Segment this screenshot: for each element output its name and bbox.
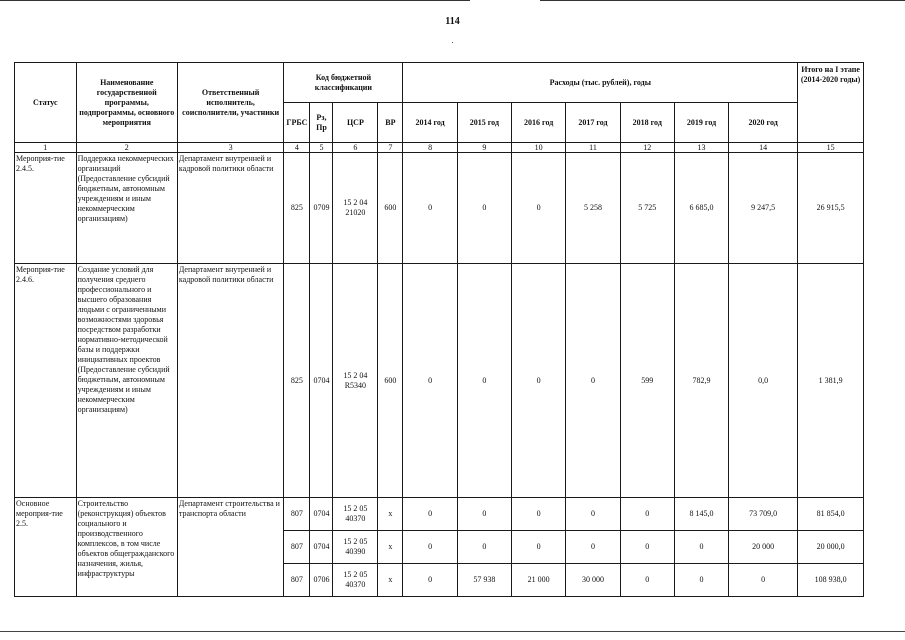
- row-total: 26 915,5: [798, 153, 864, 264]
- budget-table: [14, 62, 864, 597]
- row-grbs: 825: [284, 264, 310, 498]
- row-grbs: 807: [284, 564, 310, 597]
- row-2018: 5 725: [620, 153, 674, 264]
- row-rzpr: 0709: [310, 153, 333, 264]
- row-2015: 57 938: [457, 564, 511, 597]
- col-number: 4: [284, 143, 310, 153]
- header-2019: 2019 год: [674, 103, 728, 143]
- row-total: 20 000,0: [798, 531, 864, 564]
- row-rzpr: 0704: [310, 264, 333, 498]
- col-number: 9: [457, 143, 511, 153]
- row-status: Мероприя-тие 2.4.5.: [15, 153, 77, 264]
- row-2020: 73 709,0: [729, 498, 798, 531]
- col-number: 7: [378, 143, 403, 153]
- row-2017: 0: [566, 531, 620, 564]
- row-2017: 5 258: [566, 153, 620, 264]
- row-csr: 15 2 05 40370: [333, 564, 378, 597]
- row-2019: 782,9: [674, 264, 728, 498]
- row-2017: 30 000: [566, 564, 620, 597]
- row-2014: 0: [403, 264, 457, 498]
- header-vr: ВР: [378, 103, 403, 143]
- col-number: 12: [620, 143, 674, 153]
- col-number: 14: [729, 143, 798, 153]
- row-2017: 0: [566, 264, 620, 498]
- row-2019: 6 685,0: [674, 153, 728, 264]
- header-2016: 2016 год: [512, 103, 566, 143]
- row-grbs: 825: [284, 153, 310, 264]
- row-2016: 0: [512, 498, 566, 531]
- row-2015: 0: [457, 264, 511, 498]
- row-vr: 600: [378, 153, 403, 264]
- header-budget-code: Код бюджетной классификации: [284, 63, 403, 103]
- row-vr: х: [378, 531, 403, 564]
- table-row: [15, 264, 864, 498]
- row-2015: 0: [457, 153, 511, 264]
- scan-dot: [452, 42, 453, 43]
- row-2014: 0: [403, 564, 457, 597]
- row-status: Мероприя-тие 2.4.6.: [15, 264, 77, 498]
- row-2020: 20 000: [729, 531, 798, 564]
- header-2017: 2017 год: [566, 103, 620, 143]
- row-2018: 0: [620, 531, 674, 564]
- row-2020: 0,0: [729, 264, 798, 498]
- header-expenses: Расходы (тыс. рублей), годы: [403, 63, 798, 103]
- row-2020: 9 247,5: [729, 153, 798, 264]
- row-2015: 0: [457, 498, 511, 531]
- row-grbs: 807: [284, 531, 310, 564]
- header-2014: 2014 год: [403, 103, 457, 143]
- row-2014: 0: [403, 153, 457, 264]
- row-grbs: 807: [284, 498, 310, 531]
- group-status: Основное мероприя-тие 2.5.: [15, 498, 77, 597]
- row-2016: 0: [512, 264, 566, 498]
- header-responsible: Ответственный исполнитель, соисполнители, участники: [177, 63, 284, 143]
- row-2020: 0: [729, 564, 798, 597]
- table-row: [15, 153, 864, 264]
- header-2018: 2018 год: [620, 103, 674, 143]
- group-responsible: Департамент строительства и транспорта области: [177, 498, 284, 597]
- row-2015: 0: [457, 531, 511, 564]
- header-program: Наименование государственной программы, подпрограммы, основного мероприятия: [76, 63, 177, 143]
- col-number: 15: [798, 143, 864, 153]
- col-number: 11: [566, 143, 620, 153]
- row-name: Создание условий для получения среднего профессионального и высшего образования людьми с ограниченными возможностями здоровья посредством разработки нормативно-методической базы и поддержки инициативных проектов (Предоставление субсидий бюджетным, автономным учреждениям и иным некоммерческим организациям): [76, 264, 177, 498]
- row-2018: 0: [620, 564, 674, 597]
- group-name: Строительство (реконструкция) объектов социального и производственного комплексов, в том числе объектов общегражданского назначения, жилья, инфраструктуры: [76, 498, 177, 597]
- row-rzpr: 0704: [310, 498, 333, 531]
- row-csr: 15 2 04 R5340: [333, 264, 378, 498]
- header-2015: 2015 год: [457, 103, 511, 143]
- row-2019: 8 145,0: [674, 498, 728, 531]
- row-total: 1 381,9: [798, 264, 864, 498]
- row-2017: 0: [566, 498, 620, 531]
- row-2016: 21 000: [512, 564, 566, 597]
- row-2018: 0: [620, 498, 674, 531]
- page-number: 114: [445, 16, 460, 27]
- row-rzpr: 0704: [310, 531, 333, 564]
- row-2019: 0: [674, 531, 728, 564]
- table-row: [15, 498, 864, 531]
- row-csr: 15 2 05 40390: [333, 531, 378, 564]
- header-status: Статус: [15, 63, 77, 143]
- row-csr: 15 2 05 40370: [333, 498, 378, 531]
- row-2016: 0: [512, 531, 566, 564]
- col-number: 8: [403, 143, 457, 153]
- top-rule-left: [0, 0, 470, 1]
- column-number-row: [15, 143, 864, 153]
- row-vr: х: [378, 498, 403, 531]
- row-name: Поддержка некоммерческих организаций (Предоставление субсидий бюджетным, автономным учреждениям и иным некоммерческим организациям): [76, 153, 177, 264]
- row-2014: 0: [403, 531, 457, 564]
- col-number: 2: [76, 143, 177, 153]
- row-rzpr: 0706: [310, 564, 333, 597]
- row-vr: х: [378, 564, 403, 597]
- header-rzpr: Рз, Пр: [310, 103, 333, 143]
- row-csr: 15 2 04 21020: [333, 153, 378, 264]
- header-csr: ЦСР: [333, 103, 378, 143]
- row-vr: 600: [378, 264, 403, 498]
- header-grbs: ГРБС: [284, 103, 310, 143]
- header-total: Итого на I этапе (2014-2020 годы): [798, 63, 864, 143]
- col-number: 1: [15, 143, 77, 153]
- col-number: 6: [333, 143, 378, 153]
- row-total: 108 938,0: [798, 564, 864, 597]
- row-responsible: Департамент внутренней и кадровой политики области: [177, 264, 284, 498]
- col-number: 13: [674, 143, 728, 153]
- row-2019: 0: [674, 564, 728, 597]
- header-2020: 2020 год: [729, 103, 798, 143]
- row-2014: 0: [403, 498, 457, 531]
- row-total: 81 854,0: [798, 498, 864, 531]
- bottom-rule: [0, 631, 905, 632]
- row-responsible: Департамент внутренней и кадровой политики области: [177, 153, 284, 264]
- row-2016: 0: [512, 153, 566, 264]
- col-number: 5: [310, 143, 333, 153]
- row-2018: 599: [620, 264, 674, 498]
- col-number: 3: [177, 143, 284, 153]
- col-number: 10: [512, 143, 566, 153]
- top-rule-right: [540, 0, 905, 1]
